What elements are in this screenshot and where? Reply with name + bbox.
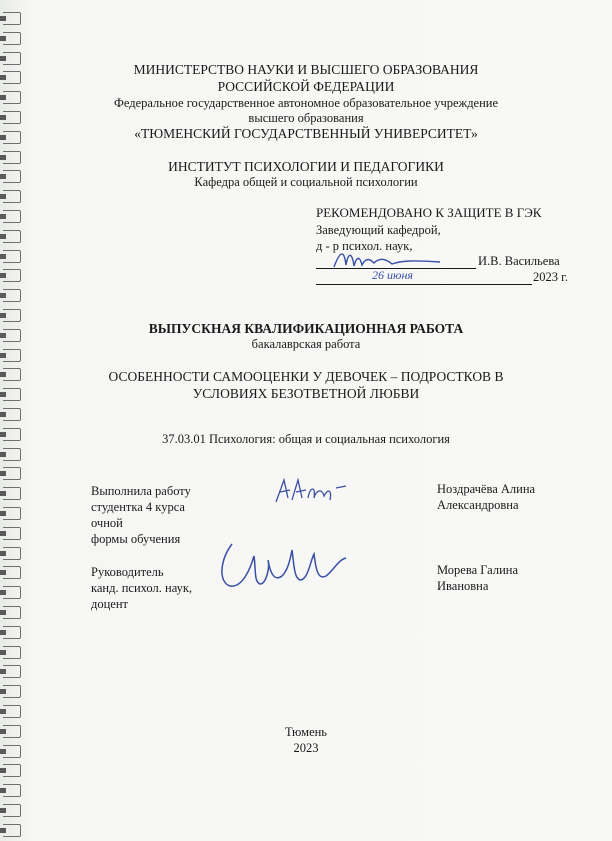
binding-ring bbox=[3, 784, 21, 797]
work-type: ВЫПУСКНАЯ КВАЛИФИКАЦИОННАЯ РАБОТА bbox=[148, 321, 464, 336]
binding-ring bbox=[3, 665, 21, 678]
department-name: Кафедра общей и социальной психологии bbox=[194, 175, 418, 189]
approval-degree: д - р психол. наук, bbox=[316, 239, 413, 253]
binding-ring bbox=[3, 566, 21, 579]
supervisor-label-1: Руководитель bbox=[91, 565, 164, 579]
binding-ring bbox=[3, 685, 21, 698]
binding-ring bbox=[3, 824, 21, 837]
supervisor-name-2: Ивановна bbox=[437, 579, 489, 593]
approval-title: РЕКОМЕНДОВАНО К ЗАЩИТЕ В ГЭК bbox=[316, 205, 542, 220]
federation-line: РОССИЙСКОЙ ФЕДЕРАЦИИ bbox=[217, 79, 395, 94]
binding-ring bbox=[3, 646, 21, 659]
author-signature bbox=[272, 474, 362, 508]
approver-name: И.В. Васильева bbox=[478, 254, 560, 268]
binding-ring bbox=[3, 527, 21, 540]
institute-name: ИНСТИТУТ ПСИХОЛОГИИ И ПЕДАГОГИКИ bbox=[168, 159, 444, 174]
footer-city: Тюмень bbox=[284, 725, 328, 739]
education-level-line: высшего образования bbox=[248, 111, 364, 125]
ministry-line: МИНИСТЕРСТВО НАУКИ И ВЫСШЕГО ОБРАЗОВАНИЯ bbox=[133, 62, 479, 77]
binding-ring bbox=[3, 289, 21, 302]
handwritten-date: 26 июня bbox=[372, 268, 413, 282]
approval-year: 2023 г. bbox=[533, 270, 568, 284]
binding-ring bbox=[3, 32, 21, 45]
binding-ring bbox=[3, 804, 21, 817]
author-label-4: формы обучения bbox=[91, 532, 181, 546]
binding-ring bbox=[3, 764, 21, 777]
work-title-line2: УСЛОВИЯХ БЕЗОТВЕТНОЙ ЛЮБВИ bbox=[192, 386, 420, 401]
author-name-1: Ноздрачёва Алина bbox=[437, 482, 536, 496]
institution-type-line: Федеральное государственное автономное образовательное учреждение bbox=[113, 96, 499, 110]
binding-ring bbox=[3, 705, 21, 718]
binding-ring bbox=[3, 230, 21, 243]
binding-ring bbox=[3, 12, 21, 25]
author-label-3: очной bbox=[91, 516, 123, 530]
binding-ring bbox=[3, 250, 21, 263]
approval-date-line bbox=[316, 284, 532, 285]
binding-ring bbox=[3, 586, 21, 599]
author-name-2: Александровна bbox=[437, 498, 519, 512]
work-title-line1: ОСОБЕННОСТИ САМООЦЕНКИ У ДЕВОЧЕК – ПОДРОСТКОВ В bbox=[108, 369, 504, 384]
binding-ring bbox=[3, 210, 21, 223]
supervisor-signature bbox=[210, 530, 370, 600]
binding-ring bbox=[3, 507, 21, 520]
author-label-2: студентка 4 курса bbox=[91, 500, 185, 514]
binding-ring bbox=[3, 448, 21, 461]
binding-ring bbox=[3, 467, 21, 480]
approval-position: Заведующий кафедрой, bbox=[316, 223, 441, 237]
supervisor-label-2: канд. психол. наук, bbox=[91, 581, 193, 595]
supervisor-label-3: доцент bbox=[91, 597, 128, 611]
binding-ring bbox=[3, 190, 21, 203]
binding-ring bbox=[3, 487, 21, 500]
binding-ring bbox=[3, 408, 21, 421]
binding-ring bbox=[3, 547, 21, 560]
binding-ring bbox=[3, 606, 21, 619]
university-name: «ТЮМЕНСКИЙ ГОСУДАРСТВЕННЫЙ УНИВЕРСИТЕТ» bbox=[134, 126, 478, 141]
footer-year: 2023 bbox=[293, 741, 319, 755]
supervisor-name-1: Морева Галина bbox=[437, 563, 518, 577]
specialty: 37.03.01 Психология: общая и социальная психология bbox=[162, 432, 450, 446]
binding-ring bbox=[3, 626, 21, 639]
author-label-1: Выполнила работу bbox=[91, 484, 191, 498]
work-subtype: бакалаврская работа bbox=[251, 337, 361, 351]
binding-ring bbox=[3, 269, 21, 282]
